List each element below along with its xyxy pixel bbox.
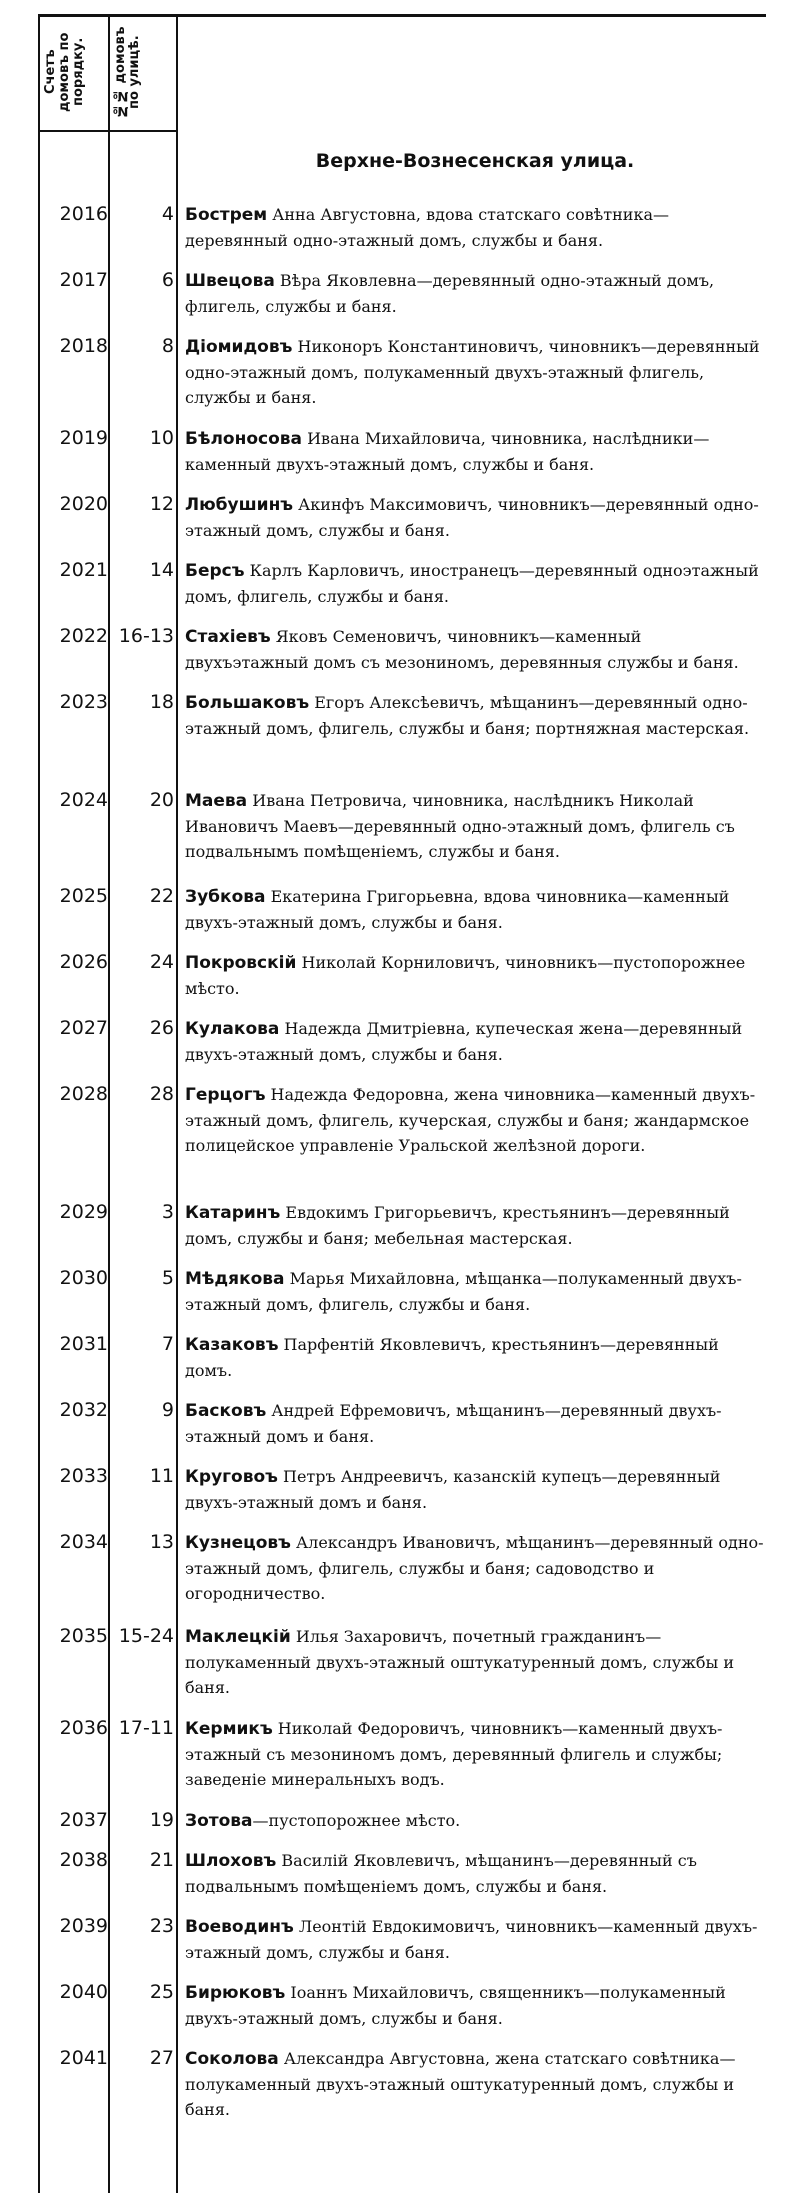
owner-name: Маева (185, 791, 248, 811)
owner-name: Швецова (185, 271, 275, 291)
entry-description: Анна Августовна, вдова статскаго совѣтника—деревянный одно-этажный домъ, службы и баня. (185, 205, 669, 250)
owner-name: Кулакова (185, 1019, 280, 1039)
house-number: 16-13 (118, 625, 174, 647)
entry-number: 2028 (59, 1083, 108, 1105)
entry-description: Екатерина Григорьевна, вдова чиновника—каменный двухъ-этажный домъ, службы и баня. (185, 887, 730, 932)
entry-description: Леонтій Евдокимовичъ, чиновникъ—каменный двухъ-этажный домъ, службы и баня. (185, 1917, 758, 1962)
entry-description: Ивана Петровича, чиновника, наслѣдникъ Николай Ивановичъ Маевъ—деревянный одно-этажный домъ, флигель съ подвальнымъ помѣщеніемъ, службы и баня. (185, 791, 735, 861)
house-number: 11 (149, 1465, 174, 1487)
entry-description: Акинфъ Максимовичъ, чиновникъ—деревянный одно-этажный домъ, службы и баня. (185, 495, 759, 540)
owner-name: Зубкова (185, 887, 266, 907)
entry-number: 2019 (59, 427, 108, 449)
entry-text (185, 1716, 765, 1792)
entry-number: 2037 (59, 1809, 108, 1831)
entry-description: Евдокимъ Григорьевичъ, крестьянинъ—деревянный домъ, службы и баня; мебельная мастерская. (185, 1203, 730, 1248)
house-number: 14 (149, 559, 174, 581)
owner-name: Покровскій (185, 953, 297, 973)
owner-name: Шлоховъ (185, 1851, 277, 1871)
house-number: 26 (149, 1017, 174, 1039)
owner-name: Берсъ (185, 561, 245, 581)
entry-number: 2023 (59, 691, 108, 713)
owner-name: Герцогъ (185, 1085, 266, 1105)
entry-number: 2033 (59, 1465, 108, 1487)
house-number: 9 (161, 1399, 174, 1421)
entry-number: 2022 (59, 625, 108, 647)
entry-text (185, 492, 765, 543)
house-number: 25 (149, 1981, 174, 2003)
entry-text (185, 1808, 765, 1834)
street-title: Верхне-Вознесенская улица. (315, 150, 635, 172)
entry-text (185, 788, 765, 864)
owner-name: Воеводинъ (185, 1917, 294, 1937)
house-number: 15-24 (118, 1625, 174, 1647)
entry-description: Александръ Ивановичъ, мѣщанинъ—деревянный одно-этажный домъ, флигель, службы и баня; садоводство и огородничество. (185, 1533, 764, 1603)
owner-name: Кузнецовъ (185, 1533, 291, 1553)
entry-text (185, 334, 765, 410)
entry-description: Іоаннъ Михайловичъ, священникъ—полукаменный двухъ-этажный домъ, службы и баня. (185, 1983, 726, 2028)
entry-number: 2016 (59, 203, 108, 225)
owner-name: Бѣлоносова (185, 429, 303, 449)
entry-number: 2026 (59, 951, 108, 973)
owner-name: Круговоъ (185, 1467, 278, 1487)
entry-description: Надежда Федоровна, жена чиновника—каменный двухъ-этажный домъ, флигель, кучерская, службы и баня; жандармское полицейское управленіе Уральской желѣзной дороги. (185, 1085, 756, 1155)
owner-name: Басковъ (185, 1401, 267, 1421)
entry-description: Ивана Михайловича, чиновника, наслѣдники—каменный двухъ-этажный домъ, службы и баня. (185, 429, 710, 474)
house-number: 8 (161, 335, 174, 357)
entry-text (185, 1530, 765, 1606)
entry-description: Василій Яковлевичъ, мѣщанинъ—деревянный съ подвальнымъ помѣщеніемъ домъ, службы и баня. (185, 1851, 697, 1896)
entry-number: 2040 (59, 1981, 108, 2003)
column-header-house-numbers: №№ домовъ по улицѣ. (113, 26, 142, 118)
entry-text (185, 1848, 765, 1899)
house-number: 10 (149, 427, 174, 449)
house-number: 6 (161, 269, 174, 291)
entry-text (185, 1082, 765, 1158)
house-number: 4 (161, 203, 174, 225)
entry-description: Надежда Дмитріевна, купеческая жена—деревянный двухъ-этажный домъ, службы и баня. (185, 1019, 743, 1064)
entry-text (185, 1200, 765, 1251)
entry-number: 2027 (59, 1017, 108, 1039)
house-number: 7 (161, 1333, 174, 1355)
house-number: 22 (149, 885, 174, 907)
entry-description: Яковъ Семеновичъ, чиновникъ—каменный двухъэтажный домъ съ мезониномъ, деревянныя службы и баня. (185, 627, 739, 672)
entry-number: 2017 (59, 269, 108, 291)
owner-name: Любушинъ (185, 495, 294, 515)
house-number: 18 (149, 691, 174, 713)
house-number: 19 (149, 1809, 174, 1831)
house-number: 17-11 (118, 1717, 174, 1739)
entry-description: Марья Михайловна, мѣщанка—полукаменный двухъ-этажный домъ, флигель, службы и баня. (185, 1269, 742, 1314)
entry-text (185, 884, 765, 935)
entry-number: 2029 (59, 1201, 108, 1223)
owner-name: Кермикъ (185, 1719, 273, 1739)
entry-text (185, 1980, 765, 2031)
house-number: 23 (149, 1915, 174, 1937)
entry-text (185, 1624, 765, 1700)
entry-description: Вѣра Яковлевна—деревянный одно-этажный домъ, флигель, службы и баня. (185, 271, 715, 316)
entry-number: 2039 (59, 1915, 108, 1937)
entry-text (185, 1332, 765, 1383)
entry-text (185, 624, 765, 675)
entry-text (185, 202, 765, 253)
house-number: 20 (149, 789, 174, 811)
owner-name: Мѣдякова (185, 1269, 285, 1289)
entry-text (185, 1266, 765, 1317)
entry-text (185, 1016, 765, 1067)
owner-name: Большаковъ (185, 693, 310, 713)
owner-name: Стахіевъ (185, 627, 271, 647)
entry-number: 2036 (59, 1717, 108, 1739)
entry-number: 2034 (59, 1531, 108, 1553)
entry-description: Егоръ Алексѣевичъ, мѣщанинъ—деревянный одно-этажный домъ, флигель, службы и баня; портняжная мастерская. (185, 693, 750, 738)
column-divider-2 (176, 14, 178, 2193)
entry-text (185, 558, 765, 609)
entry-number: 2035 (59, 1625, 108, 1647)
house-number: 3 (161, 1201, 174, 1223)
entry-text (185, 268, 765, 319)
entry-number: 2020 (59, 493, 108, 515)
header-bottom-rule (38, 130, 176, 132)
entry-number: 2038 (59, 1849, 108, 1871)
owner-name: Бострем (185, 205, 268, 225)
entry-text (185, 426, 765, 477)
entry-description: Андрей Ефремовичъ, мѣщанинъ—деревянный двухъ-этажный домъ и баня. (185, 1401, 722, 1446)
house-number: 24 (149, 951, 174, 973)
house-number: 28 (149, 1083, 174, 1105)
entry-text (185, 950, 765, 1001)
top-rule (38, 14, 766, 17)
owner-name: Казаковъ (185, 1335, 279, 1355)
entry-description: Петръ Андреевичъ, казанскій купецъ—деревянный двухъ-этажный домъ и баня. (185, 1467, 721, 1512)
house-number: 5 (161, 1267, 174, 1289)
entry-text (185, 690, 765, 741)
entry-description: Александра Августовна, жена статскаго совѣтника—полукаменный двухъ-этажный оштукатуренный домъ, службы и баня. (185, 2049, 736, 2119)
entry-number: 2031 (59, 1333, 108, 1355)
house-number: 27 (149, 2047, 174, 2069)
owner-name: Зотова (185, 1811, 253, 1831)
entry-text (185, 1398, 765, 1449)
entry-description: Никоноръ Константиновичъ, чиновникъ—деревянный одно-этажный домъ, полукаменный двухъ-этажный флигель, службы и баня. (185, 337, 760, 407)
owner-name: Діомидовъ (185, 337, 293, 357)
entry-number: 2021 (59, 559, 108, 581)
house-number: 12 (149, 493, 174, 515)
entry-text (185, 1914, 765, 1965)
entry-number: 2032 (59, 1399, 108, 1421)
entry-description: Парфентій Яковлевичъ, крестьянинъ—деревянный домъ. (185, 1335, 719, 1380)
owner-name: Маклецкій (185, 1627, 291, 1647)
owner-name: Соколова (185, 2049, 279, 2069)
entry-number: 2030 (59, 1267, 108, 1289)
entry-number: 2041 (59, 2047, 108, 2069)
entry-description: Николай Федоровичъ, чиновникъ—каменный двухъ-этажный съ мезониномъ домъ, деревянный флигель и службы; заведеніе минеральныхъ водъ. (185, 1719, 723, 1789)
column-header-count: Счетъ домовъ по порядку. (43, 32, 86, 112)
entry-text (185, 2046, 765, 2122)
owner-name: Бирюковъ (185, 1983, 286, 2003)
entry-number: 2018 (59, 335, 108, 357)
house-number: 21 (149, 1849, 174, 1871)
entry-description: Николай Корниловичъ, чиновникъ—пустопорожнее мѣсто. (185, 953, 746, 998)
entry-number: 2025 (59, 885, 108, 907)
owner-name: Катаринъ (185, 1203, 281, 1223)
entry-description: —пустопорожнее мѣсто. (252, 1811, 461, 1830)
house-number: 13 (149, 1531, 174, 1553)
entry-description: Илья Захаровичъ, почетный гражданинъ—полукаменный двухъ-этажный оштукатуренный домъ, службы и баня. (185, 1627, 734, 1697)
entry-text (185, 1464, 765, 1515)
entry-description: Карлъ Карловичъ, иностранецъ—деревянный одноэтажный домъ, флигель, службы и баня. (185, 561, 759, 606)
entry-number: 2024 (59, 789, 108, 811)
